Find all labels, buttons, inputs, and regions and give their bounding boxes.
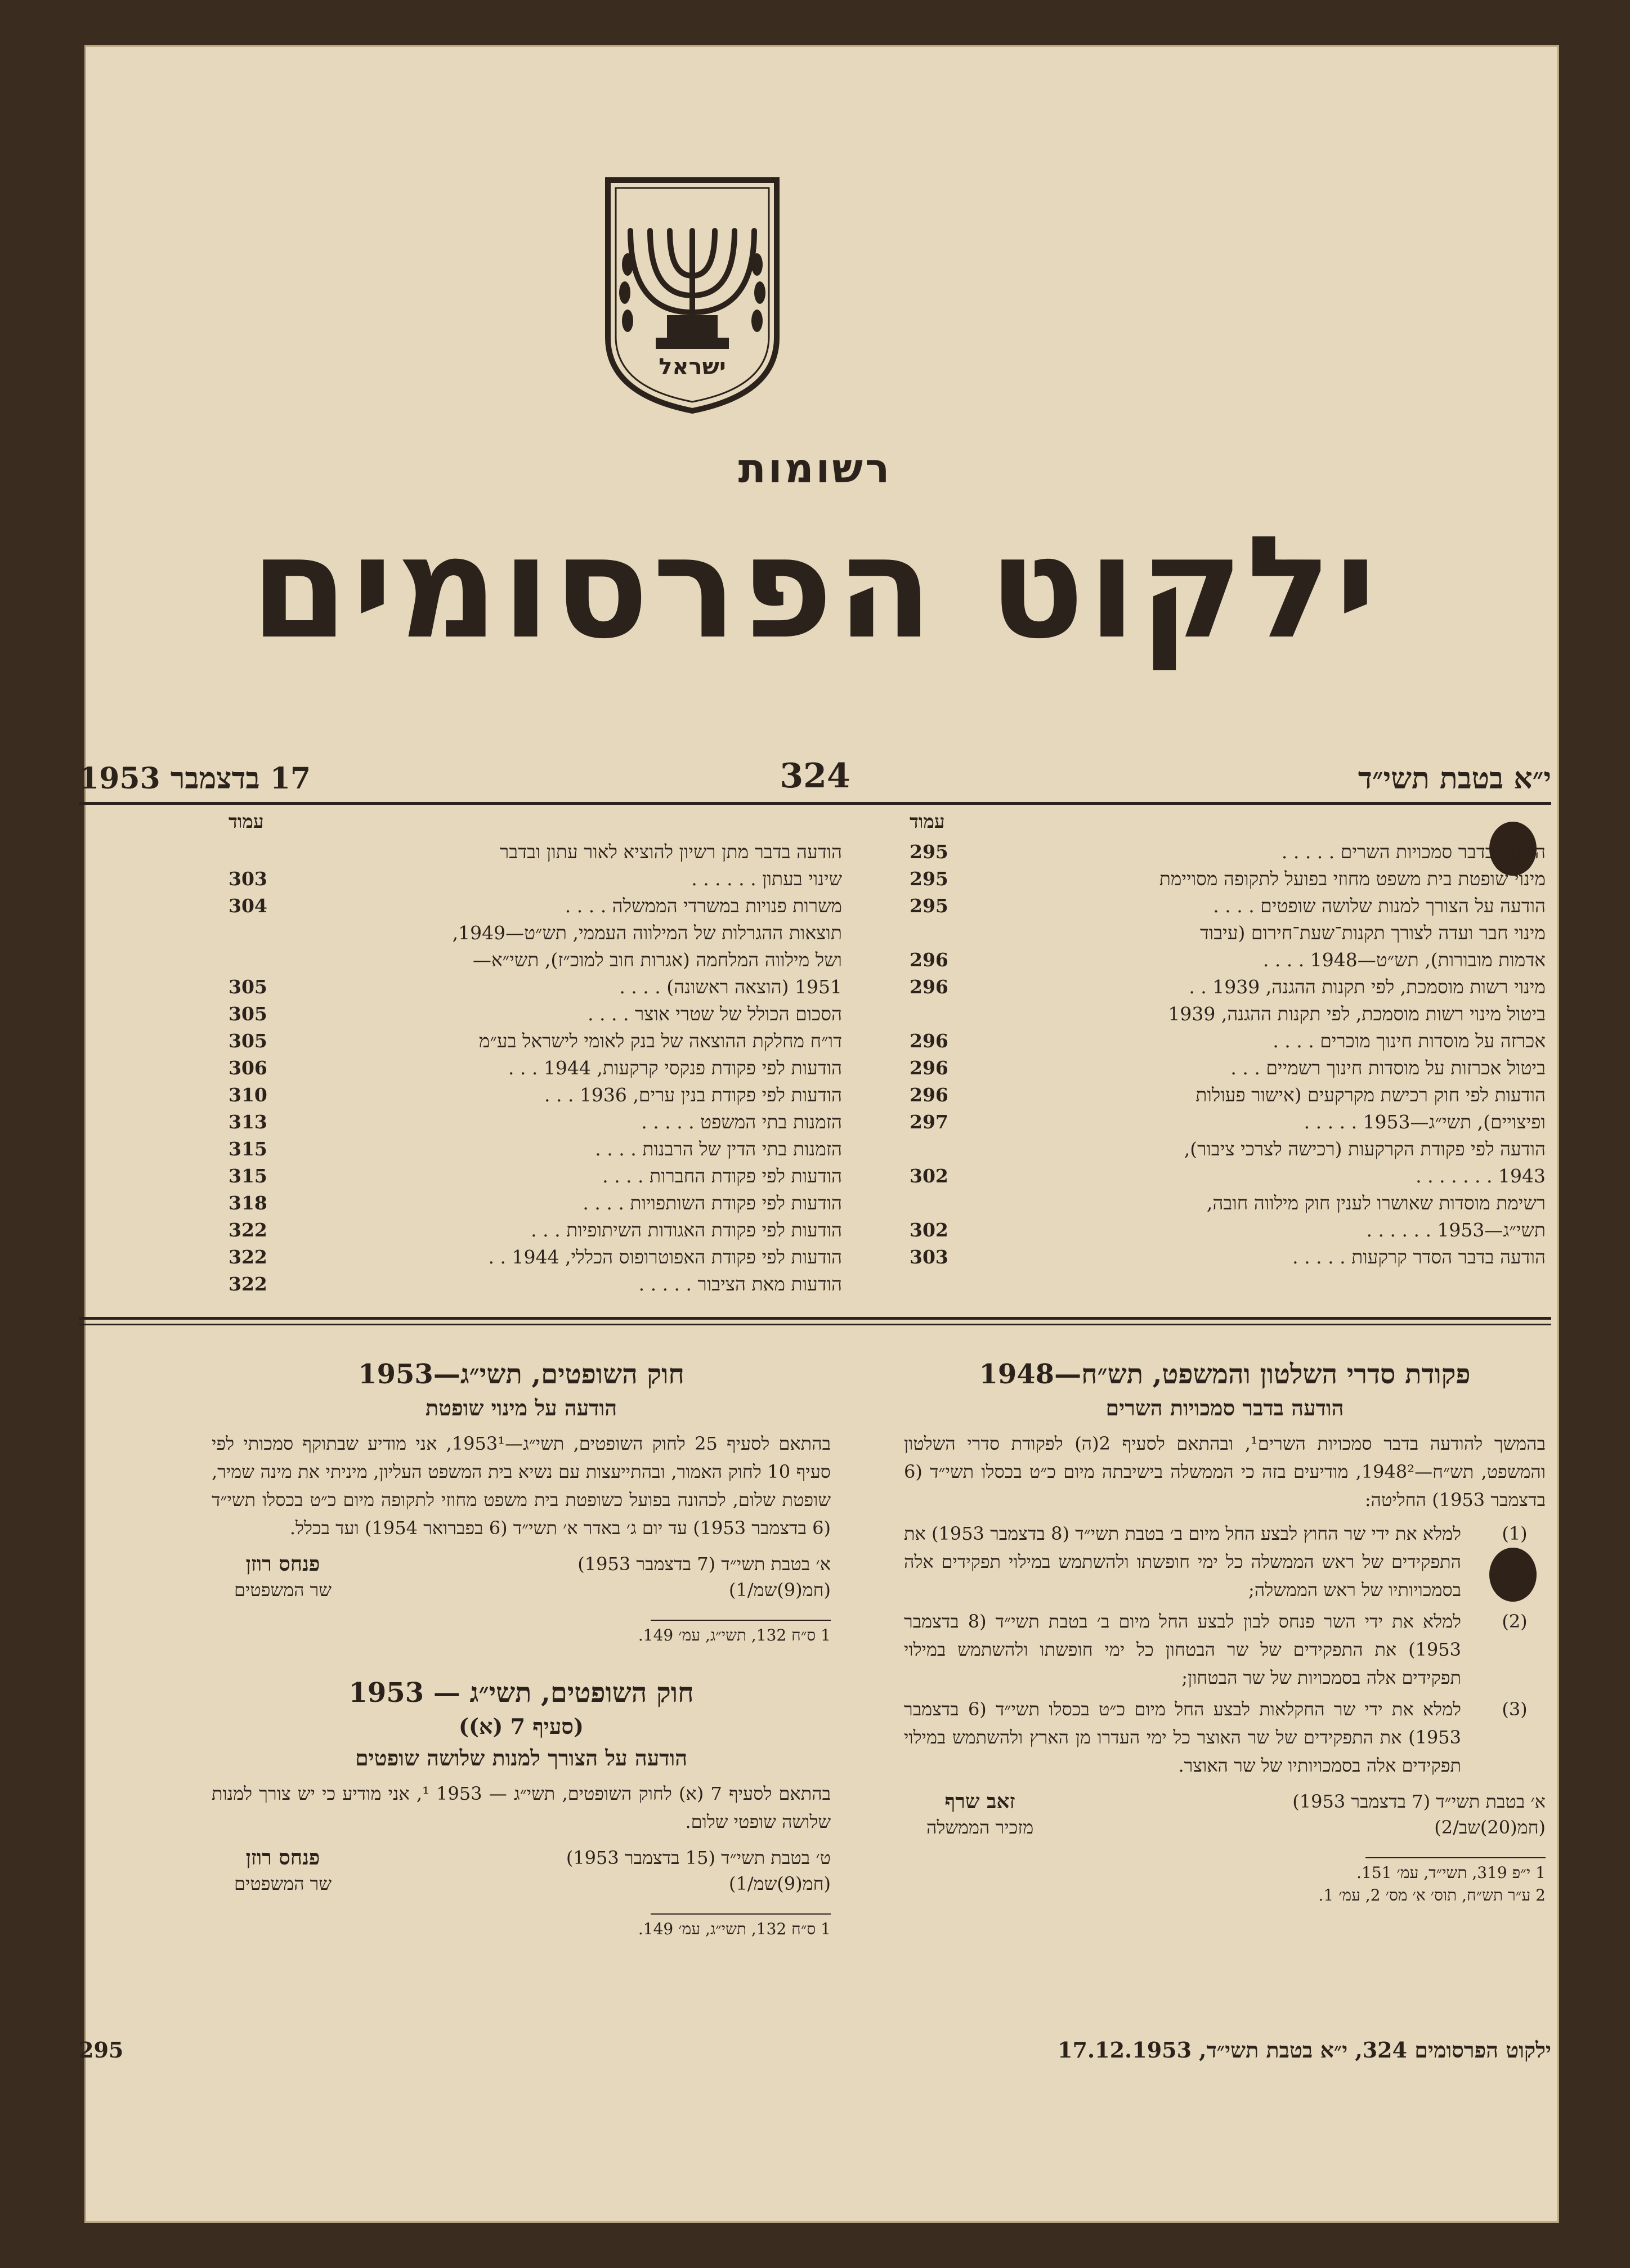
toc-entry [229, 1109, 842, 1136]
signer-role: שר המשפטים [234, 1873, 332, 1894]
footnote-rule [651, 1913, 831, 1915]
toc-entry-page: 305 [229, 1003, 267, 1025]
toc-entry-title: מינוי רשות מוסמכת, לפי תקנות ההגנה, 1939 . . [1189, 976, 1546, 998]
toc-entry-title: דו״ח מחלקת ההוצאה של בנק לאומי לישראל בע״מ [478, 1030, 842, 1052]
footnote-rule [651, 1620, 831, 1621]
notice-title: חוק השופטים, תשי״ג — 1953 [348, 1677, 694, 1709]
toc-entry-title: 1943 . . . . . . . [1416, 1165, 1546, 1187]
toc-entry-title: שינוי בעתון . . . . . . [691, 868, 842, 890]
decision-item [904, 1695, 1546, 1780]
toc-entry [229, 947, 842, 974]
toc-column-right [910, 810, 1546, 1317]
toc-entry-title: הודעות לפי פקודת פנקסי קרקעות, 1944 . . . [508, 1057, 842, 1079]
toc-entry [229, 920, 842, 947]
signer-name: זאב שרף [944, 1790, 1015, 1813]
toc-entry-page: 296 [910, 1030, 948, 1052]
toc-entry-page: 322 [229, 1246, 267, 1268]
toc-entry [229, 1190, 842, 1217]
toc-page-header: עמוד [910, 810, 945, 832]
toc-entry [229, 1244, 842, 1271]
footer-citation: ילקוט הפרסומים 324, י״א בטבת תשי״ד, 17.12.1953 [1058, 2037, 1551, 2063]
toc-entry [910, 1001, 1546, 1028]
decision-item [904, 1607, 1546, 1692]
item-number: (3) [1502, 1698, 1528, 1720]
notice-body: בהתאם לסעיף 25 לחוק השופטים, תשי״ג—1953¹, אני מודיע שבתוקף סמכותי לפי סעיף 10 לחוק האמור, ובהתייעצות עם נשיא בית המשפט העליון, מיניתי את מינה שמיר, שופטת שלום, לכהונה בפועל כשופטת בית משפט מחוזי לתקופה מיום כ״ט בכסלו תשי״ד (6 בדצמבר 1953) עד יום ג׳ באדר א׳ תשי״ד (6 בפברואר 1954) ועד בכלל. [212, 1433, 831, 1539]
toc-entry-title: הודעה על הצורך למנות שלושה שופטים . . . . [1213, 895, 1546, 917]
toc-rule-thin [79, 1324, 1551, 1325]
toc-entry-title: תוצאות ההגרלות של המילווה העממי, תש״ט—1949, [452, 922, 842, 944]
toc-entry [910, 1028, 1546, 1055]
toc-entry-title: הודעה בדבר הסדר קרקעות . . . . . [1292, 1246, 1546, 1268]
toc-entry [910, 920, 1546, 947]
toc-entry [229, 1271, 842, 1298]
toc-entry-page: 304 [229, 895, 267, 917]
footnote: 1 ס״ח 132, תשי״ג, עמ׳ 149. [638, 1626, 831, 1644]
toc-entry-title: ביטול מינוי רשות מוסמכת, לפי תקנות ההגנה, 1939 [1168, 1003, 1546, 1025]
issue-number: 324 [780, 756, 850, 796]
toc-entry-title: הודעות לפי פקודת השותפויות . . . . [583, 1192, 842, 1214]
toc-entry-title: ופיצויים), תשי״ג—1953 . . . . . [1304, 1111, 1546, 1133]
toc-entry [910, 1055, 1546, 1082]
toc-entry-page: 296 [910, 1057, 948, 1079]
toc-entry-title: הודעות לפי פקודת בנין ערים, 1936 . . . [544, 1084, 842, 1106]
toc-page-header: עמוד [229, 810, 264, 832]
toc-entry [910, 1163, 1546, 1190]
item-text: למלא את ידי שר החקלאות לבצע החל מיום כ״ט בכסלו תשי״ד (6 בדצמבר 1953) את התפקידים של שר האוצר כל ימי העדרו מן הארץ ולהשתמש במילוי תפקידים אלה בסמכויותיו של שר האוצר. [904, 1698, 1461, 1776]
gregorian-date: 17 בדצמבר 1953 [79, 761, 311, 796]
toc-entry-page: 303 [910, 1246, 948, 1268]
gazette-title: ילקוט הפרסומים [250, 506, 1380, 670]
footnote-rule [1365, 1857, 1546, 1858]
toc-entry-title: 1951 (הוצאה ראשונה) . . . . [619, 976, 842, 998]
toc-entry-title: משרות פנויות במשרדי הממשלה . . . . [565, 895, 842, 917]
toc-entry [229, 1001, 842, 1028]
toc-entry [229, 1163, 842, 1190]
page-footer [79, 2037, 1551, 2077]
toc-entry-page: 306 [229, 1057, 267, 1079]
toc-entry-page: 296 [910, 1084, 948, 1106]
footnote: 1 י״פ 319, תשי״ד, עמ׳ 151. [1356, 1863, 1546, 1882]
toc-entry [910, 947, 1546, 974]
toc-entry-page: 310 [229, 1084, 267, 1106]
page-number: 295 [79, 2037, 124, 2063]
signer-name: פנחס רוזן [245, 1846, 320, 1870]
sign-date: א׳ בטבת תשי״ד (7 בדצמבר 1953) [1292, 1791, 1546, 1812]
toc-entry-page: 302 [910, 1219, 948, 1241]
toc-entry [229, 1082, 842, 1109]
toc-entry-title: תשי״ג—1953 . . . . . . [1366, 1219, 1546, 1241]
decision-item [904, 1520, 1546, 1604]
toc-entry-title: הודעה בדבר סמכויות השרים . . . . . [1281, 841, 1546, 863]
toc-entry-title: אדמות מובורות), תש״ט—1948 . . . . [1262, 949, 1546, 971]
toc-entry-title: הודעות מאת הציבור . . . . . [638, 1273, 842, 1295]
toc-entry-page: 315 [229, 1165, 267, 1187]
toc-entry-title: רשימת מוסדות שאושרו לענין חוק מילווה חובה, [1206, 1192, 1546, 1214]
toc-entry [910, 1109, 1546, 1136]
toc-entry [910, 974, 1546, 1001]
publisher-name: רשומות [738, 445, 892, 492]
sign-date: ט׳ בטבת תשי״ד (15 בדצמבר 1953) [566, 1847, 831, 1868]
notice-title: חוק השופטים, תשי״ג—1953 [358, 1359, 684, 1390]
toc-entry-title: ביטול אכרזות על מוסדות חינוך רשמיים . . . [1230, 1057, 1546, 1079]
toc-entry-page: 303 [229, 868, 267, 890]
notice-subtitle: הודעה בדבר סמכויות השרים [1105, 1395, 1344, 1420]
toc-entry-title: הודעה לפי פקודת הקרקעות (רכישה לצרכי ציבור), [1184, 1138, 1546, 1160]
toc-rule [79, 1317, 1551, 1320]
toc-entry [910, 1217, 1546, 1244]
notice-title: פקודת סדרי השלטון והמשפט, תש״ח—1948 [979, 1359, 1471, 1390]
toc-entry [229, 1055, 842, 1082]
signature-block [212, 1845, 831, 1907]
notice-intro: בהמשך להודעה בדבר סמכויות השרים¹, ובהתאם לסעיף 2(ה) לפקודת סדרי השלטון והמשפט, תש״ח—1948², מודיעים בזה כי הממשלה בישיבתה מיום כ״ט בכסלו תשי״ד (6 בדצמבר 1953) החליטה: [904, 1433, 1546, 1510]
toc-entry-title: הודעות לפי פקודת החברות . . . . [602, 1165, 842, 1187]
toc-entry-title: הודעות לפי פקודת האגודות השיתופיות . . . [531, 1219, 842, 1241]
item-text: למלא את ידי השר פנחס לבון לבצע החל מיום ב׳ בטבת תשי״ד (8 בדצמבר 1953) את התפקידים של שר הבטחון כל ימי חופשתו ולהשתמש במילוי תפקידים אלה בסמכויות של שר הבטחון; [904, 1611, 1462, 1688]
signer-name: פנחס רוזן [245, 1552, 320, 1576]
notice-body: בהתאם לסעיף 7 (א) לחוק השופטים, תשי״ג — 1953 ¹, אני מודיע כי יש צורך למנות שלושה שופטי שלום. [212, 1783, 831, 1832]
notice-subtitle: הודעה על הצורך למנות שלושה שופטים [355, 1745, 688, 1771]
toc-entry-page: 296 [910, 949, 948, 971]
toc-entry-page: 295 [910, 868, 948, 890]
toc-entry-title: מינוי חבר ועדה לצורך תקנות־שעת־חירום (עיבוד [1199, 922, 1546, 944]
item-number: (2) [1502, 1611, 1528, 1632]
toc-entry [910, 1136, 1546, 1163]
toc-entry [229, 866, 842, 893]
toc-entry-title: אכרזה על מוסדות חינוך מוכרים . . . . [1273, 1030, 1546, 1052]
toc-entry-page: 322 [229, 1273, 267, 1295]
signature-block [212, 1551, 831, 1613]
hebrew-date: י״א בטבת תשי״ד [1358, 761, 1551, 796]
toc-entry-page: 305 [229, 1030, 267, 1052]
file-ref: (חמ(9)שמ/1) [729, 1579, 831, 1601]
state-emblem [597, 169, 788, 416]
toc-entry [229, 1028, 842, 1055]
toc-entry-title: ושל מילווה המלחמה (אגרות חוב למוכ״ז), תשי״א— [472, 949, 842, 971]
toc-entry-page: 305 [229, 976, 267, 998]
signer-role: שר המשפטים [234, 1579, 332, 1601]
signer-role: מזכיר הממשלה [926, 1817, 1034, 1838]
notice-judges [212, 1356, 831, 1940]
toc-entry [910, 839, 1546, 866]
toc-entry [910, 1244, 1546, 1271]
toc-entry [910, 893, 1546, 920]
file-ref: (חמ(9)שמ/1) [729, 1873, 831, 1894]
emblem-caption: ישראל [659, 354, 726, 380]
toc-entry-title: הזמנות בתי הדין של הרבנות . . . . [595, 1138, 842, 1160]
toc-entry-page: 318 [229, 1192, 267, 1214]
toc-column-left [229, 810, 842, 1317]
toc-entry-page: 295 [910, 895, 948, 917]
toc-entry-title: מינוי שופטת בית משפט מחוזי בפועל לתקופה מסויימת [1159, 868, 1546, 890]
toc-entry [229, 1217, 842, 1244]
toc-entry-page: 297 [910, 1111, 948, 1133]
item-number: (1) [1502, 1523, 1528, 1544]
toc-entry [229, 974, 842, 1001]
toc-entry [229, 839, 842, 866]
toc-entry-page: 295 [910, 841, 948, 863]
file-ref: (חמ(20)שב/2) [1434, 1817, 1546, 1838]
toc-entry-page: 315 [229, 1138, 267, 1160]
toc-entry-title: הזמנות בתי המשפט . . . . . [641, 1111, 842, 1133]
issue-line [79, 754, 1551, 799]
toc-entry-title: הודעות לפי פקודת האפוטרופוס הכללי, 1944 . . [488, 1246, 842, 1268]
notice-ministers [904, 1356, 1546, 1907]
toc-entry [910, 866, 1546, 893]
signature-block [904, 1789, 1546, 1850]
footnote: 1 ס״ח 132, תשי״ג, עמ׳ 149. [638, 1920, 831, 1938]
toc-entry-page: 302 [910, 1165, 948, 1187]
notice-section: (סעיף 7 (א)) [458, 1714, 584, 1739]
toc-entry [910, 1190, 1546, 1217]
header-rule [79, 802, 1551, 805]
toc-entry [229, 893, 842, 920]
notice-subtitle: הודעה על מינוי שופטת [425, 1395, 617, 1420]
toc-entry-title: הסכום הכולל של שטרי אוצר . . . . [588, 1003, 842, 1025]
toc-entry-title: הודעות לפי חוק רכישת מקרקעים (אישור פעולות [1195, 1084, 1546, 1106]
toc-entry-page: 322 [229, 1219, 267, 1241]
footnote: 2 ע״ר תש״ח, תוס׳ א׳ מס׳ 2, עמ׳ 1. [1318, 1886, 1546, 1904]
sign-date: א׳ בטבת תשי״ד (7 בדצמבר 1953) [577, 1553, 831, 1575]
item-text: למלא את ידי שר החוץ לבצע החל מיום ב׳ בטבת תשי״ד (8 בדצמבר 1953) את התפקידים של ראש הממשלה כל ימי חופשתו ולהשתמש במילוי תפקידים אלה בסמכויותיו של ראש הממשלה; [904, 1523, 1462, 1601]
toc-entry-title: הודעה בדבר מתן רשיון להוציא לאור עתון ובדבר [500, 841, 842, 863]
toc-entry [910, 1082, 1546, 1109]
toc-entry-page: 313 [229, 1111, 267, 1133]
toc-entry [229, 1136, 842, 1163]
toc-entry-page: 296 [910, 976, 948, 998]
